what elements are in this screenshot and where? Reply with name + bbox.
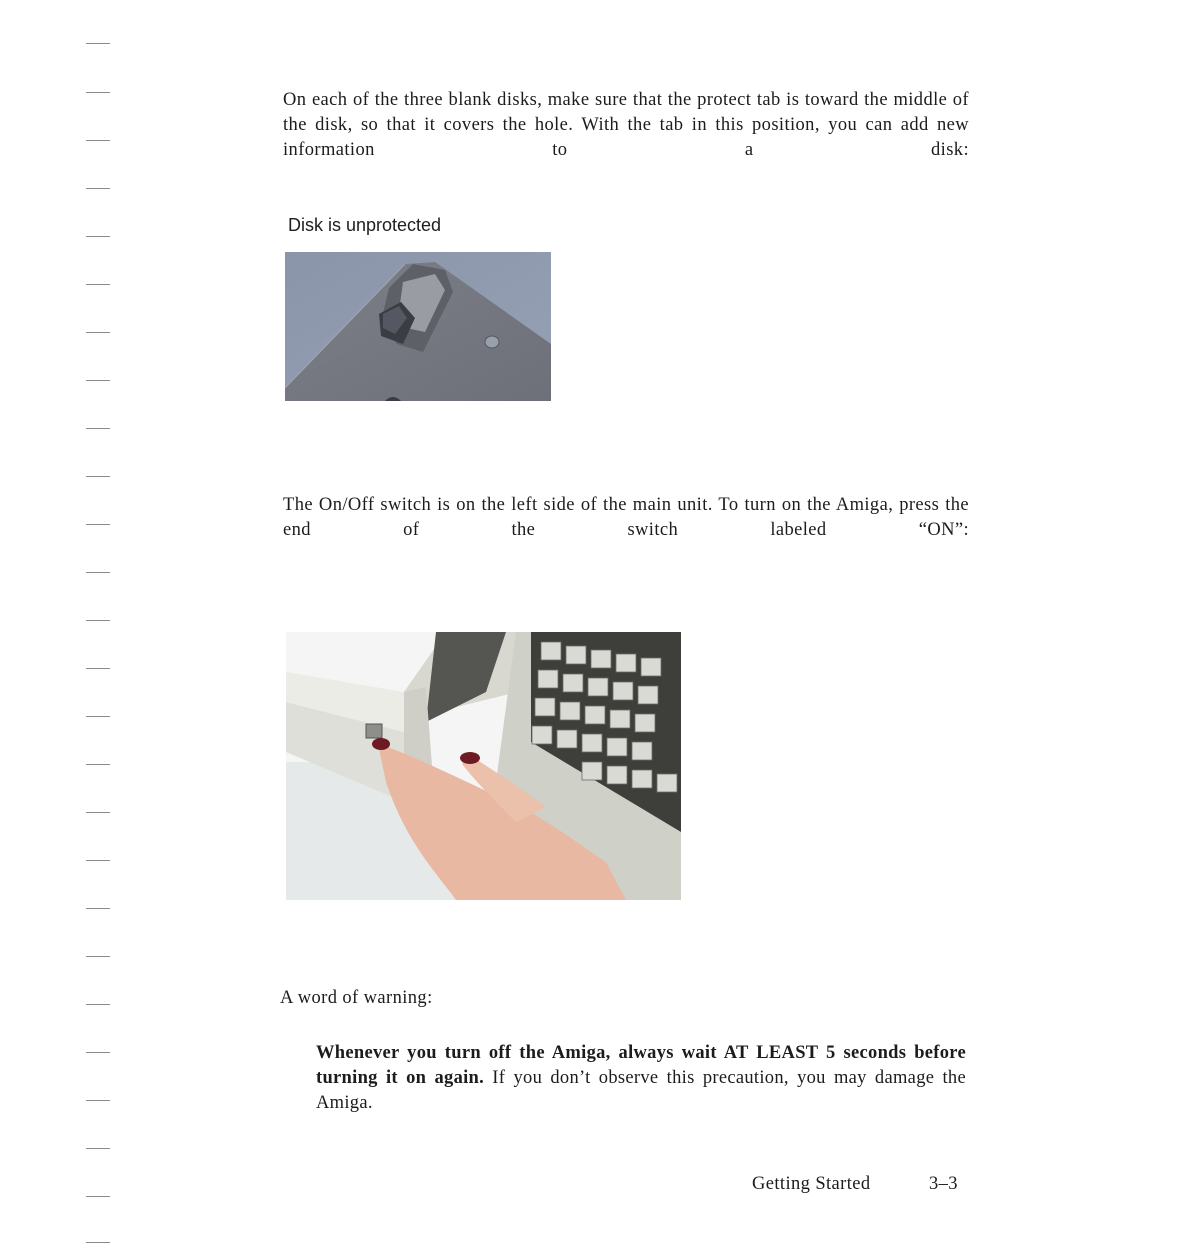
binding-margin-marks	[86, 0, 116, 1258]
on-off-switch-paragraph: The On/Off switch is on the left side of the main unit. To turn on the Amiga, press the end of the switch labeled “ON”:	[283, 495, 969, 540]
page-number: 3–3	[929, 1174, 958, 1194]
footer-section-title: Getting Started	[752, 1174, 871, 1194]
warning-label: A word of warning:	[280, 988, 433, 1008]
warning-text	[316, 1041, 966, 1116]
amiga-power-switch-photo	[286, 632, 681, 900]
protect-tab-paragraph: On each of the three blank disks, make sure that the protect tab is toward the middle of the disk, so that it covers the hole. With the tab in this position, you can add new information to a disk:	[283, 90, 969, 160]
warning-normal-text: If you don’t observe this precaution, you may damage the Amiga.	[316, 1068, 966, 1113]
figure-caption: Disk is unprotected	[288, 215, 442, 235]
disk-protect-tab-photo	[285, 252, 551, 401]
warning-bold-text: Whenever you turn off the Amiga, always wait AT LEAST 5 seconds before turning it on again.	[316, 1043, 966, 1088]
